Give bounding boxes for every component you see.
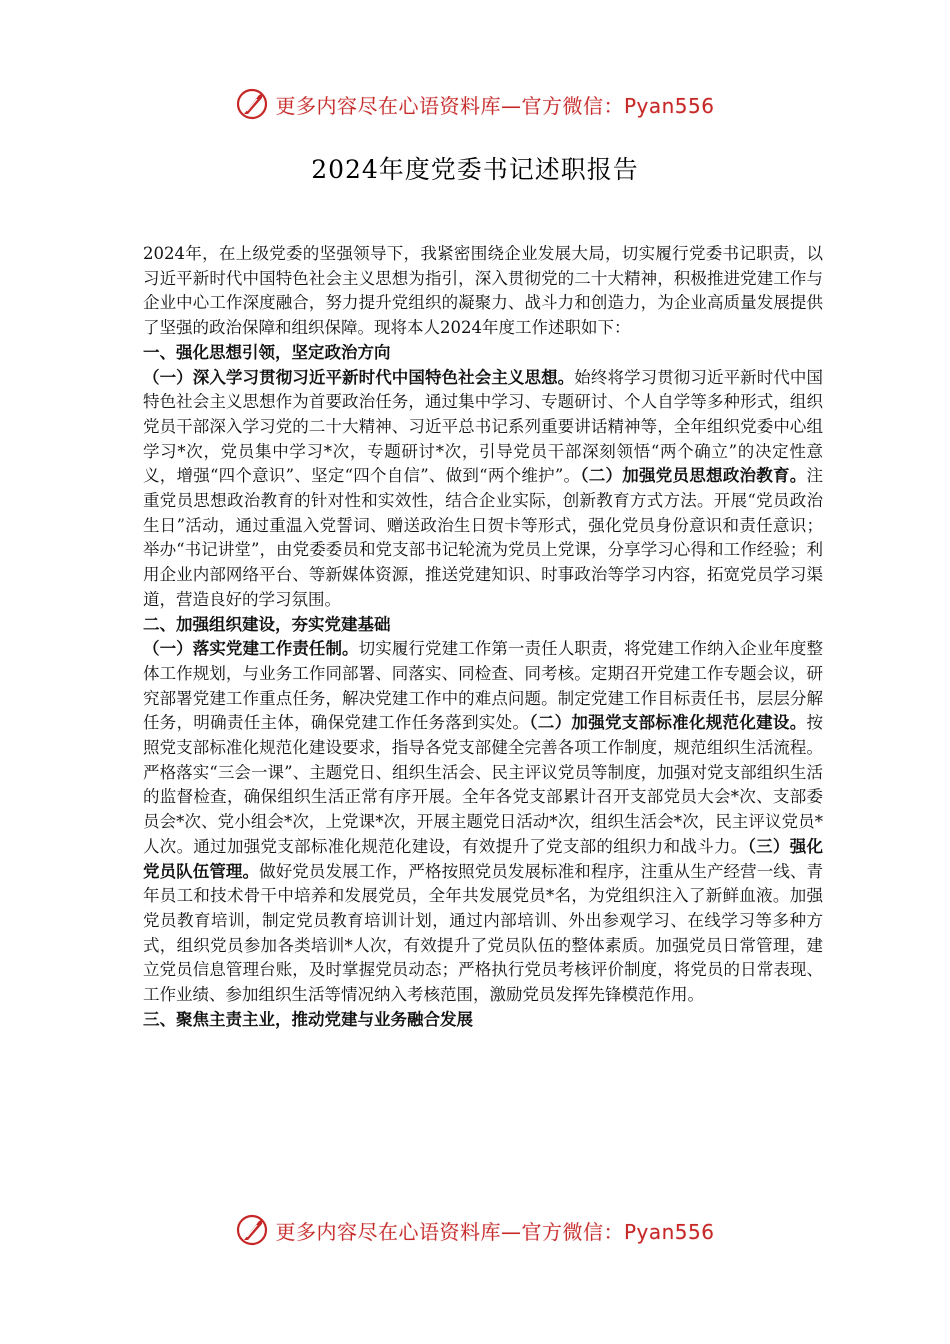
subsection-text-2-2: 按照党支部标准化规范化建设要求，指导各党支部健全完善各项工作制度，规范组织生活流程。严格落实“三会一课”、主题党日、组织生活会、民主评议党员等制度，加强对党支部组织生活的监督检查，确保组织生活正常有序开展。全年各党支部累计召开支部党员大会*次、支部委员会*次、党小组会*次，上党课*次，开展主题党日活动*次，组织生活会*次，民主评议党员*人次。通过加强党支部标准化规范化建设，有效提升了党支部的组织力和战斗力。 (143, 713, 824, 856)
feather-pen-logo-icon (235, 1213, 269, 1247)
watermark-text: 更多内容尽在心语资料库—官方微信：Pyan556 (275, 1219, 715, 1244)
subsection-lead-2-2: （二）加强党支部标准化规范化建设。 (529, 713, 807, 733)
section-heading-2: 二、加强组织建设，夯实党建基础 (143, 614, 391, 634)
watermark-banner-bottom (0, 1210, 950, 1250)
subsection-lead-1-1: （一）深入学习贯彻习近平新时代中国特色社会主义思想。 (143, 367, 575, 387)
intro-paragraph: 2024年，在上级党委的坚强领导下，我紧密围绕企业发展大局，切实履行党委书记职责，以习近平新时代中国特色社会主义思想为指引，深入贯彻党的二十大精神，积极推进党建工作与企业中心工作深度融合，努力提升党组织的凝聚力、战斗力和创造力，为企业高质量发展提供了坚强的政治保障和组织保障。现将本人2024年度工作述职如下： (143, 244, 823, 338)
document-body (143, 242, 823, 1033)
section-heading-1: 一、强化思想引领，坚定政治方向 (143, 342, 391, 362)
subsection-text-1-2: 注重党员思想政治教育的针对性和实效性，结合企业实际，创新教育方式方法。开展“党员政治生日”活动，通过重温入党誓词、赠送政治生日贺卡等形式，强化党员身份意识和责任意识；举办“书记讲堂”，由党委委员和党支部书记轮流为党员上党课，分享学习心得和工作经验；利用企业内部网络平台、等新媒体资源，推送党建知识、时事政治等学习内容，拓宽党员学习渠道，营造良好的学习氛围。 (143, 466, 823, 609)
watermark-banner-top (0, 84, 950, 124)
feather-pen-logo-icon (235, 87, 269, 121)
watermark-text: 更多内容尽在心语资料库—官方微信：Pyan556 (275, 93, 715, 118)
section-1-paragraph (143, 366, 823, 613)
section-heading-3: 三、聚焦主责主业，推动党建与业务融合发展 (143, 1009, 473, 1029)
subsection-text-2-3: 做好党员发展工作，严格按照党员发展标准和程序，注重从生产经营一线、青年员工和技术骨干中培养和发展党员，全年共发展党员*名，为党组织注入了新鲜血液。加强党员教育培训，制定党员教育培训计划，通过内部培训、外出参观学习、在线学习等多种方式，组织党员参加各类培训*人次，有效提升了党员队伍的整体素质。加强党员日常管理，建立党员信息管理台账，及时掌握党员动态；严格执行党员考核评价制度，将党员的日常表现、工作业绩、参加组织生活等情况纳入考核范围，激励党员发挥先锋模范作用。 (143, 861, 824, 1005)
section-2-paragraph (143, 637, 823, 1008)
subsection-lead-2-1: （一）落实党建工作责任制。 (143, 639, 359, 659)
subsection-text-1-1: 始终将学习贯彻习近平新时代中国特色社会主义思想作为首要政治任务，通过集中学习、专题研讨、个人自学等多种形式，组织党员干部深入学习党的二十大精神、习近平总书记系列重要讲话精神等，全年组织党委中心组学习*次，党员集中学习*次，专题研讨*次，引导党员干部深刻领悟“两个确立”的决定性意义，增强“四个意识”、坚定“四个自信”、做到“两个维护”。 (143, 367, 824, 486)
document-title: 2024年度党委书记述职报告 (311, 155, 639, 184)
subsection-lead-1-2: （二）加强党员思想政治教育。 (580, 466, 807, 486)
subsection-lead-2-3: （三）强化党员队伍管理。 (143, 836, 824, 881)
subsection-text-2-1: 切实履行党建工作第一责任人职责，将党建工作纳入企业年度整体工作规划，与业务工作同部署、同落实、同检查、同考核。定期召开党建工作专题会议，研究部署党建工作重点任务，解决党建工作中的难点问题。制定党建工作目标责任书，层层分解任务，明确责任主体，确保党建工作任务落到实处。 (143, 639, 824, 733)
